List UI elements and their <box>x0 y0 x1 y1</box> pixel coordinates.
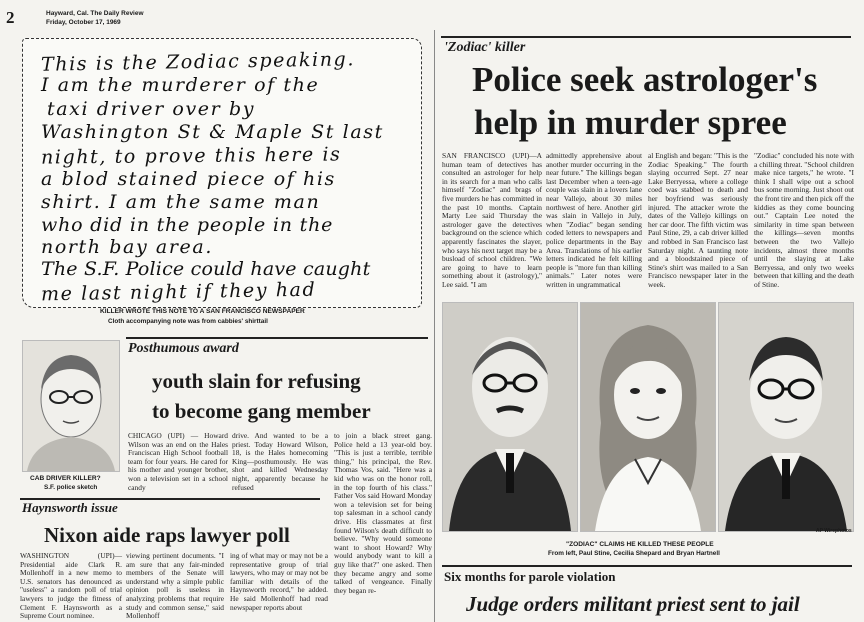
article-column: viewing pertinent documents. "I am sure that any fair-minded members of the Senate will understand why a simple public opinion poll is useless in analyzing problems that require study and common sense," said Mollenhoff <box>126 551 224 621</box>
article-column: CHICAGO (UPI) — Howard Wilson was an end on the Hales Franciscan High School football team for four years. He cared for his mother and younger brother, won a television set in a school candy <box>128 431 228 492</box>
letter-line: taxi driver over by <box>47 98 256 120</box>
photo-credit: AP Wirephotos <box>816 528 852 534</box>
victim-photos <box>442 302 852 532</box>
article-column: "Zodiac" concluded his note with a chilling threat. "School children make nice targets," he wrote. "I think I shall wipe out a school bus some morning. Just shoot out the front tire and then pick off the kiddies as they come bouncing out." Captain Lee noted the similarity in time span between the killings—seven months between the two Vallejo incidents, almost three months until the slaying at Lake Berryessa, and only two weeks between that killing and the death of Stine. <box>754 151 854 289</box>
zodiac-letter <box>22 38 422 308</box>
letter-caption-title: KILLER WROTE THIS NOTE TO A SAN FRANCISCO NEWSPAPER <box>100 308 305 315</box>
award-kicker: Posthumous award <box>128 341 239 356</box>
letter-caption-subtitle: Cloth accompanying note was from cabbies' shirttail <box>108 318 268 325</box>
photos-caption-title: "ZODIAC" CLAIMS HE KILLED THESE PEOPLE <box>566 541 714 548</box>
letter-line: shirt. I am the same man <box>41 191 321 213</box>
photos-caption-subtitle: From left, Paul Stine, Cecilia Shepard and Bryan Hartnell <box>548 550 720 557</box>
zodiac-kicker: 'Zodiac' killer <box>444 40 526 55</box>
parole-headline: Judge orders militant priest sent to jail <box>466 592 800 616</box>
letter-line: The S.F. Police could have caught <box>41 258 371 280</box>
article-column: admittedly apprehensive about another murder occurring in the near future." The killings began last December when a teen-age couple was slain in a lovers lane near Vallejo, about 30 miles northwest of here. Another girl was slain in Vallejo in July, when "Zodiac" began sending coded letters to newspapers and police departments in the Bay Area. Translations of his earlier letters indicated he felt killing people is "more fun than killing animals." Later notes were written in ungrammatical <box>546 151 642 289</box>
letter-line: a blod stained piece of his <box>41 168 336 190</box>
article-column: SAN FRANCISCO (UPI)—A human team of detectives has consulted an astrologer for help in its search for a man who calls himself "Zodiac" and brags of five murders he has committed in the past 10 months. Captain Marty Lee said Thursday the astrologer gave the detectives background on the science which apparently fascinates the slayer, who says his next target may be a busload of school children. "We are going to have to learn something about it (astrology)," Lee said. "I am <box>442 151 542 289</box>
police-sketch <box>22 340 120 472</box>
letter-line: Washington St & Maple St last <box>41 121 384 143</box>
sketch-caption-title: CAB DRIVER KILLER? <box>30 475 101 482</box>
award-headline-line1: youth slain for refusing <box>152 369 361 393</box>
photo-paul-stine <box>442 302 578 532</box>
kicker-rule <box>441 36 851 38</box>
article-column: WASHINGTON (UPI)—Presidential aide Clark R. Mollenhoff in a new memo to U.S. senators has denounced as "useless" a random poll of trial lawyers to judge the fitness of Clement F. Haynsworth as a Supreme Court nominee. <box>20 551 122 621</box>
zodiac-headline-line2: help in murder spree <box>474 103 787 142</box>
parole-kicker: Six months for parole violation <box>444 569 616 584</box>
masthead-paper-name: Hayward, Cal. The Daily Review <box>46 10 144 17</box>
article-column: to join a black street gang. Police held a 13 year-old boy. "This is just a terrible, terrible thing," his principal, the Rev. Thomas Vos, said. "Here was a kid who was on the honor roll, in the top fourth of his class." Father Vos said Howard Monday won a television set for being top salesman in a school candy drive. His classmates at first found Wilson's death difficult to believe. "Why would someone want to shoot Howard? Why would anybody want to kill a guy like that?" one asked. Then they became angry and some talked of vengeance. Finally they began re- <box>334 431 432 595</box>
letter-line: north bay area. <box>41 236 213 258</box>
column-divider <box>434 30 435 622</box>
section-rule <box>442 565 852 567</box>
nixon-headline: Nixon aide raps lawyer poll <box>44 523 290 547</box>
photo-cecilia-shepard <box>580 302 716 532</box>
page-number: 2 <box>6 8 15 27</box>
award-headline-line2: to become gang member <box>152 399 371 423</box>
sketch-caption-subtitle: S.F. police sketch <box>44 484 98 491</box>
letter-line: me last night if they had <box>40 278 317 306</box>
article-column: drive. And wanted to be a priest. Today Howard Wilson, 18, is the Hales homecoming King—posthumously. He was shot and killed Wednesday night, apparently because he refused <box>232 431 328 492</box>
article-column: al English and began: "This is the Zodiac Speaking." The fourth slaying occurred Sept. 27 near Lake Berryessa, where a college coed was stabbed to death and her boyfriend was seriously injured. The attacker wrote the dates of the Vallejo killings on her car door. The fifth victim was Paul Stine, 29, a cab driver killed and robbed in San Francisco last Saturday night. A taunting note and a bloodstained piece of Stine's shirt was mailed to a San Francisco newspaper later in the week. <box>648 151 748 289</box>
letter-line: night, to prove this here is <box>40 143 342 169</box>
letter-line: who did in the people in the <box>41 214 334 236</box>
masthead-date: Friday, October 17, 1969 <box>46 19 121 26</box>
photo-bryan-hartnell <box>718 302 854 532</box>
haynsworth-kicker: Haynsworth issue <box>22 500 118 515</box>
article-column: ing of what may or may not be a representative group of trial lawyers, who may or may not be familiar with details of the Haynsworth record," he added. He said Mollenhoff had read newspaper reports about <box>230 551 328 612</box>
kicker-rule <box>126 337 428 339</box>
letter-line: This is the Zodiac speaking. <box>40 48 356 76</box>
letter-line: I am the murderer of the <box>41 74 320 96</box>
zodiac-headline-line1: Police seek astrologer's <box>472 60 818 99</box>
